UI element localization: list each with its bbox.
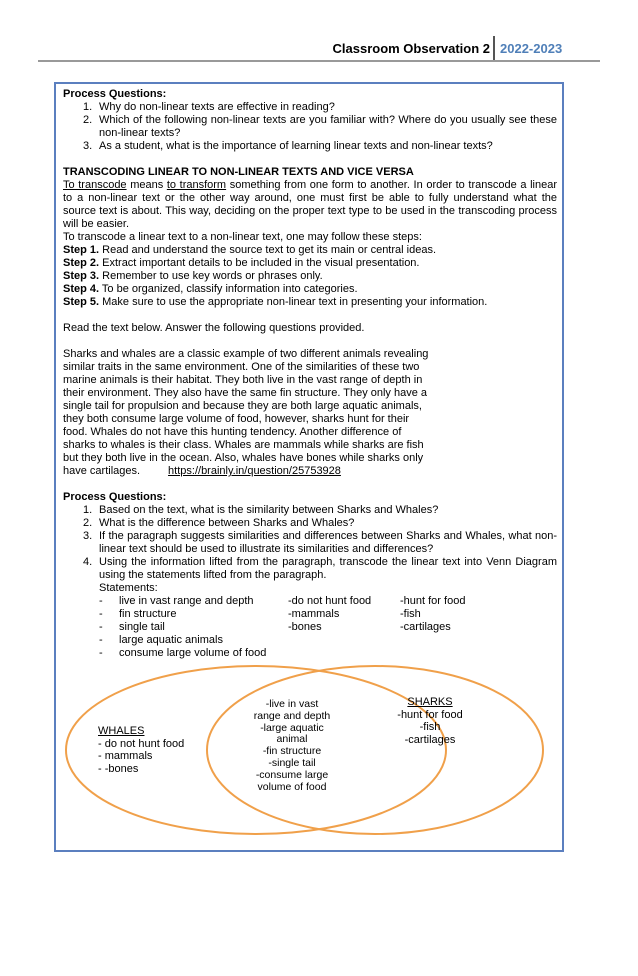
sharks-title: SHARKS [407, 696, 453, 708]
passage-line: they both consume large volume of food, however, sharks hunt for their [63, 413, 410, 425]
statement: -mammals [288, 608, 340, 620]
statement: -fish [400, 608, 421, 620]
step-item: Step 5. Make sure to use the appropriate non-linear text in presenting your information. [63, 296, 488, 308]
school-year: 2022-2023 [500, 41, 563, 56]
question-item: 2. What is the difference between Sharks and Whales? [83, 517, 355, 529]
question-item: 3. If the paragraph suggests similarities and differences between Sharks and Whales, what non-linear text should be used to illustrate its similarities and differences? [83, 530, 557, 555]
passage-line: sharks to whales is their class. Whales are mammals while sharks are fish [63, 439, 424, 451]
passage-line: have cartilages. https://brainly.in/question/25753928 [63, 465, 341, 477]
step-item: Step 1. Read and understand the source text to get its main or central ideas. [63, 244, 436, 256]
sharks-section [384, 696, 476, 746]
step-item: Step 4. To be organized, classify information into categories. [63, 283, 358, 295]
whales-item: - do not hunt food [98, 737, 185, 750]
statement: -cartilages [400, 621, 451, 633]
transcode-definition: To transcode means to transform something from one form to another. In order to transcode a linear to a non-linear text or the other way around, one must first be able to fully understand what the source text is about. This way, deciding on the proper text type to be used in the transcoding process will be easier. [63, 179, 558, 230]
shared-item: -consume large [255, 768, 329, 781]
steps-intro: To transcode a linear text to a non-linear text, one may follow these steps: [63, 231, 422, 243]
whales-item: - mammals [98, 750, 153, 762]
whales-item: - -bones [98, 762, 139, 775]
sharks-item: -fish [419, 721, 441, 733]
shared-section [240, 699, 344, 793]
step-item: Step 2. Extract important details to be included in the visual presentation. [63, 257, 420, 269]
shared-item: range and depth [253, 709, 331, 722]
shared-item: -single tail [268, 756, 316, 769]
passage-line: food. Whales do not have this hunting tendency. Another difference of [63, 426, 402, 438]
question-item: 4. Using the information lifted from the paragraph, transcode the linear text into Venn Diagram using the statements lifted from the paragraph. [83, 556, 557, 581]
passage-line: single tail for propulsion and because they are both large aquatic animals, [63, 400, 422, 412]
passage-line: their environment. They also have the same fin structure. They only have a [63, 387, 428, 399]
shared-item: animal [276, 733, 308, 746]
whales-section [98, 725, 184, 775]
document-title: Classroom Observation 2 [332, 41, 490, 56]
question-item: 1. Why do non-linear texts are effective in reading? [83, 101, 335, 113]
statement: large aquatic animals [119, 634, 223, 646]
question-item: 2. Which of the following non-linear texts are you familiar with? Where do you usually see these non-linear texts? [83, 114, 557, 139]
sharks-item: -hunt for food [397, 708, 463, 721]
shared-item: volume of food [257, 780, 327, 793]
transcoding-heading: TRANSCODING LINEAR TO NON-LINEAR TEXTS AND VICE VERSA [63, 166, 414, 178]
statements-label: Statements: [99, 582, 158, 594]
reading-instruction: Read the text below. Answer the following questions provided. [63, 322, 365, 334]
process-questions-heading: Process Questions: [63, 88, 167, 100]
shared-item: -large aquatic [260, 721, 324, 734]
statements-list: - live in vast range and depth - fin structure - single tail - large aquatic animals - consume large volume of food -do not hunt food -mammals -bones -hunt for food -fish -cartilages [99, 595, 466, 659]
question-item: 1. Based on the text, what is the similarity between Sharks and Whales? [83, 504, 439, 516]
shared-item: -fin structure [262, 745, 322, 758]
statement: live in vast range and depth [119, 595, 254, 607]
process-questions-heading-2: Process Questions: [63, 491, 167, 503]
passage-line: similar traits in the same environment. One of the similarities of these two [63, 361, 420, 373]
statement: single tail [119, 621, 165, 633]
question-item: 3. As a student, what is the importance of learning linear texts and non-linear texts? [83, 140, 493, 152]
shared-item: -live in vast [265, 698, 319, 710]
statement: -bones [288, 621, 322, 633]
whales-title: WHALES [98, 725, 145, 737]
sharks-item: -cartilages [404, 733, 456, 746]
step-item: Step 3. Remember to use key words or phrases only. [63, 270, 323, 282]
passage-line: Sharks and whales are a classic example of two different animals revealing [63, 348, 429, 360]
statement: consume large volume of food [119, 647, 267, 659]
statement: -do not hunt food [288, 595, 372, 607]
statement: fin structure [119, 608, 177, 620]
passage-line: but they both live in the ocean. Also, whales have bones while sharks only [63, 452, 424, 464]
source-link[interactable]: https://brainly.in/question/25753928 [168, 465, 341, 477]
statement: -hunt for food [400, 595, 466, 607]
passage-line: marine animals is their habitat. They both live in the vast range of depth in [63, 374, 423, 386]
